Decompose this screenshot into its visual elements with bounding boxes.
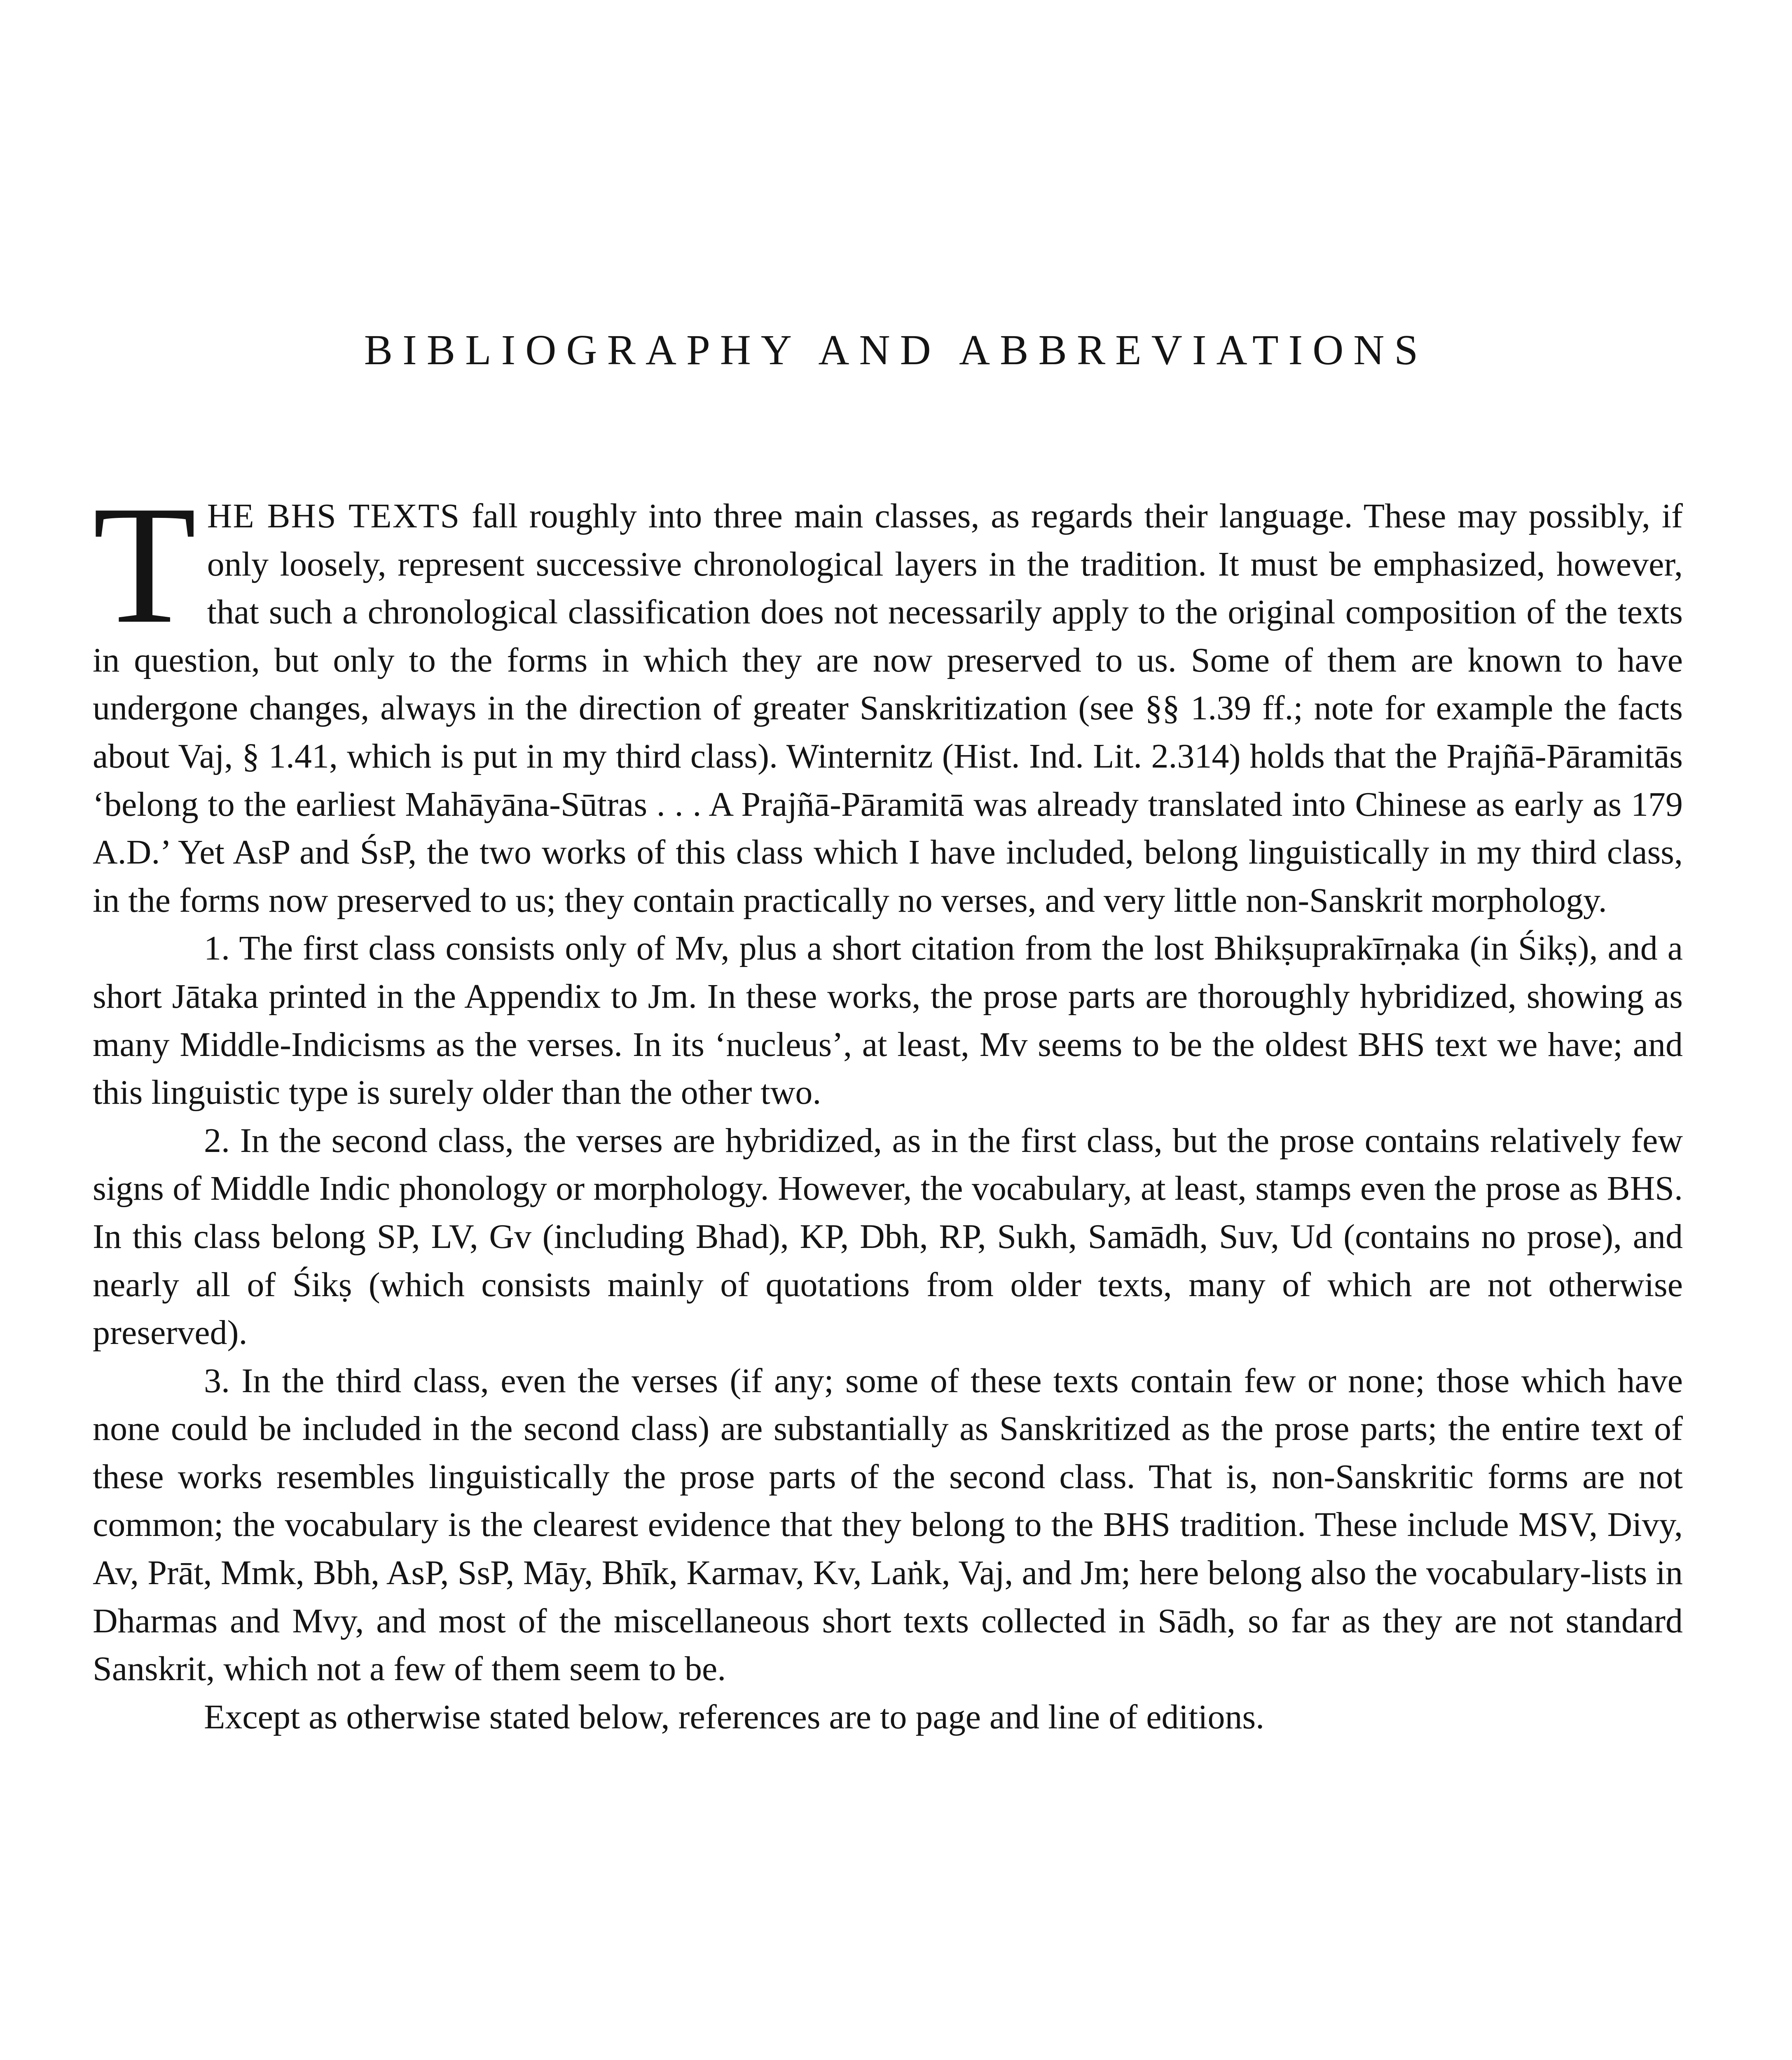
paragraph-second-class: 2. In the second class, the verses are hybridized, as in the first class, but the prose contains relatively few signs of Middle Indic phonology or morphology. However, the vocabulary, at least, stamps even the prose as BHS. In this class belong SP, LV, Gv (including Bhad), KP, Dbh, RP, Sukh, Samādh, Suv, Ud (contains no prose), and nearly all of Śikṣ (which consists mainly of quotations from older texts, many of which are not otherwise preserved). (93, 1121, 1683, 1352)
paragraph-references-note: Except as otherwise stated below, references are to page and line of editions. (204, 1697, 1265, 1736)
body-text (93, 471, 1683, 1741)
drop-cap: T (93, 471, 197, 659)
page-title: BIBLIOGRAPHY AND ABBREVIATIONS (364, 326, 1428, 374)
intro-text: fall roughly into three main classes, as regards their language. These may possibly, if only loosely, represent successive chronological layers in the tradition. It must be emphasized, however, that such a chronological classification does not necessarily apply to the original composition of the texts in question, but only to the forms in which they are now preserved to us. Some of them are known to have undergone changes, always in the direction of greater Sanskritization (see §§ 1.39 ff.; note for example the facts about Vaj, § 1.41, which is put in my third class). Winternitz (Hist. Ind. Lit. 2.314) holds that the Prajñā-Pāramitās ‘belong to the earliest Mahāyāna-Sūtras . . . A Prajñā-Pāramitā was already translated into Chinese as early as 179 A.D.’ Yet AsP and ŚsP, the two works of this class which I have included, belong linguistically in my third class, in the forms now preserved to us; they contain practically no verses, and very little non-Sanskrit morphology. (93, 497, 1683, 920)
intro-lead-in: HE BHS TEXTS (207, 497, 461, 535)
paragraph-first-class: 1. The first class consists only of Mv, plus a short citation from the lost Bhikṣuprakīrṇaka (in Śikṣ), and a short Jātaka printed in the Appendix to Jm. In these works, the prose parts are thoroughly hybridized, showing as many Middle-Indicisms as the verses. In its ‘nucleus’, at least, Mv seems to be the oldest BHS text we have; and this linguistic type is surely older than the other two. (93, 929, 1683, 1112)
paragraph-third-class: 3. In the third class, even the verses (if any; some of these texts contain few or none; those which have none could be included in the second class) are substantially as Sanskritized as the prose parts; the entire text of these works resembles linguistically the prose parts of the second class. That is, non-Sanskritic forms are not common; the vocabulary is the clearest evidence that they belong to the BHS tradition. These include MSV, Divy, Av, Prāt, Mmk, Bbh, AsP, SsP, Māy, Bhīk, Karmav, Kv, Laṅk, Vaj, and Jm; here belong also the vocabulary-lists in Dharmas and Mvy, and most of the miscellaneous short texts collected in Sādh, so far as they are not standard Sanskrit, which not a few of them seem to be. (93, 1361, 1683, 1688)
intro-paragraph (93, 471, 1683, 925)
